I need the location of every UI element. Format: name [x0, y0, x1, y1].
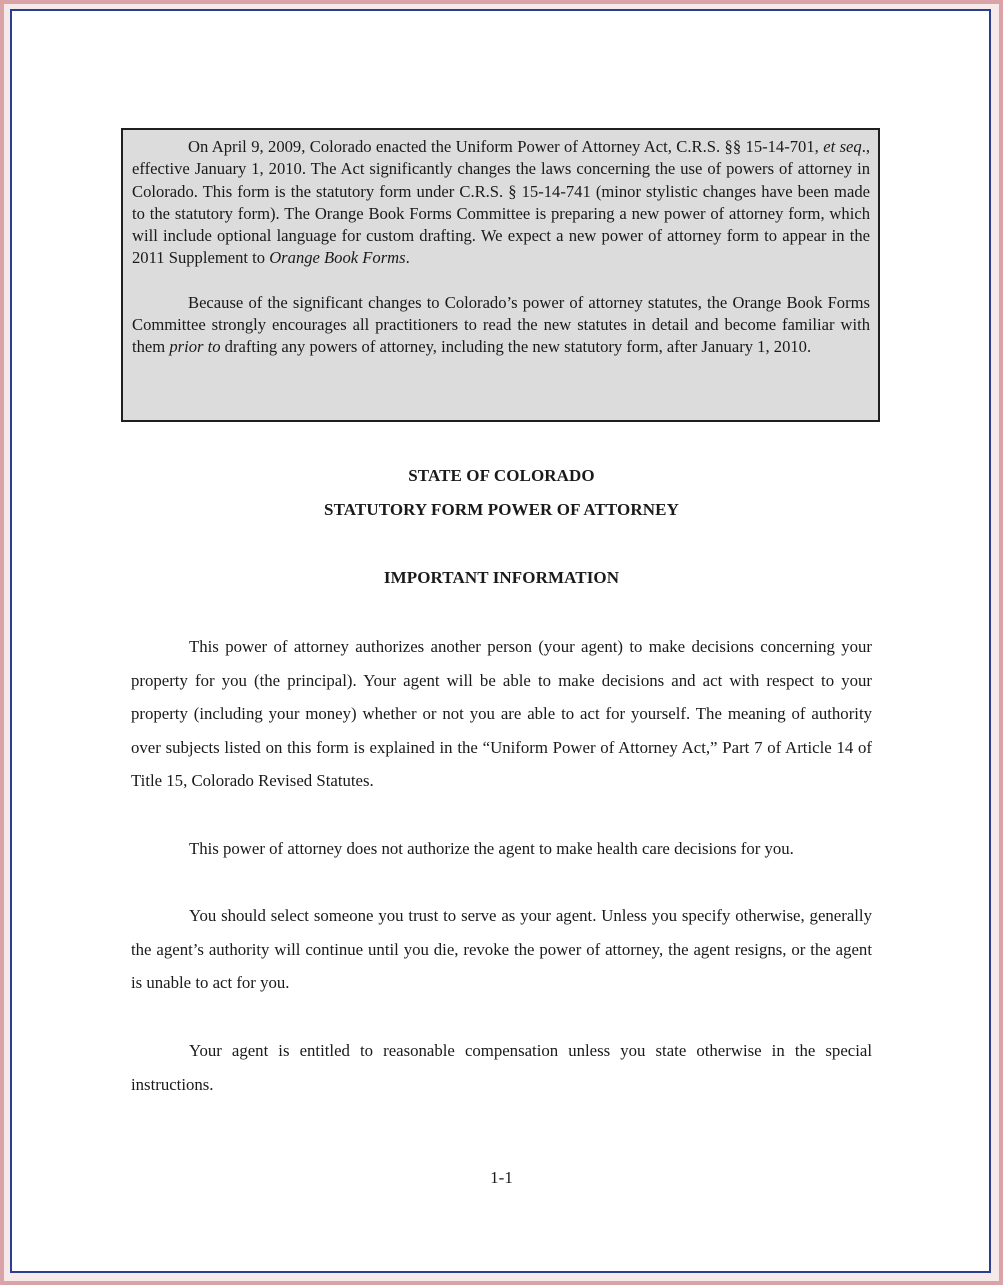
- heading-important-information: IMPORTANT INFORMATION: [383, 568, 620, 587]
- notice-emphasis-prior-to: prior to: [169, 337, 221, 357]
- notice-emphasis-orange-book: Orange Book Forms: [269, 248, 406, 268]
- body-paragraph-compensation: Your agent is entitled to reasonable compensation unless you state otherwise in the special instructions.: [131, 1041, 872, 1094]
- heading-state: STATE OF COLORADO: [408, 466, 595, 485]
- body-paragraph-select-agent: You should select someone you trust to serve as your agent. Unless you specify otherwise, generally the agent’s authority will continue until you die, revoke the power of attorney, the agent resigns, or the agent is unable to act for you.: [131, 906, 872, 993]
- heading-form-title: STATUTORY FORM POWER OF ATTORNEY: [324, 500, 679, 519]
- page-number: 1-1: [490, 1168, 513, 1187]
- body-paragraph-authorization: This power of attorney authorizes another person (your agent) to make decisions concerning your property for you (the principal). Your agent will be able to make decisions and act with respect to your property (including your money) whether or not you are able to act for yourself. The meaning of authority over subjects listed on this form is explained in the “Uniform Power of Attorney Act,” Part 7 of Article 14 of Title 15, Colorado Revised Statutes.: [131, 637, 872, 791]
- notice-paragraph-1: On April 9, 2009, Colorado enacted the Uniform Power of Attorney Act, C.R.S. §§ 15-14-701, et seq., effective January 1, 2010. The Act significantly changes the laws concerning the use of powers of attorney in Colorado. This form is the statutory form under C.R.S. § 15-14-741 (minor stylistic changes have been made to the statutory form). The Orange Book Forms Committee is preparing a new power of attorney form, which will include optional language for custom drafting. We expect a new power of attorney form to appear in the 2011 Supplement to Orange Book Forms.: [132, 137, 870, 268]
- editorial-notice-box: [121, 128, 880, 422]
- notice-paragraph-2: Because of the significant changes to Colorado’s power of attorney statutes, the Orange Book Forms Committee strongly encourages all practitioners to read the new statutes in detail and become familiar with them prior to drafting any powers of attorney, including the new statutory form, after January 1, 2010.: [132, 292, 870, 357]
- body-paragraph-health-care: This power of attorney does not authorize the agent to make health care decisions for you.: [189, 839, 794, 858]
- notice-emphasis-et-seq: et seq: [823, 137, 862, 156]
